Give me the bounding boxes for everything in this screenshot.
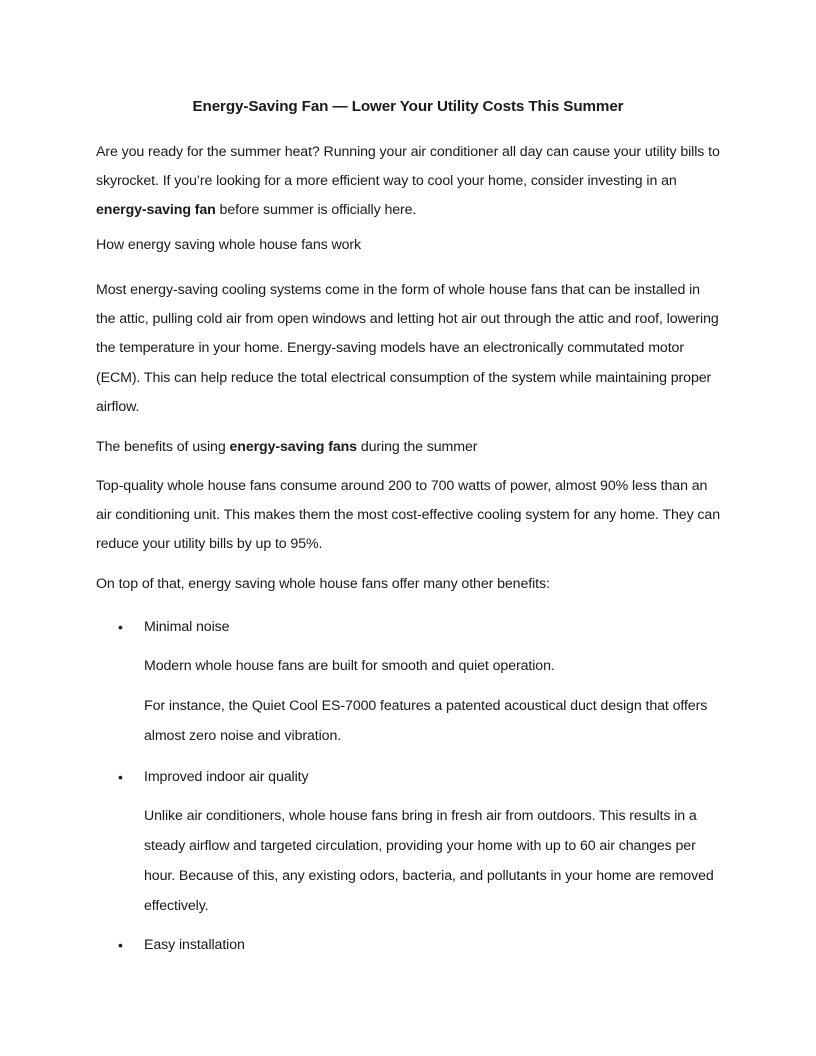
bullet-detail: Unlike air conditioners, whole house fans bring in fresh air from outdoors. This results in a steady airflow and targeted circulation, providing your home with up to 60 air changes per hour. Because of this, any existing odors, bacteria, and pollutants in your home are removed effectively. [144,808,714,914]
bullet-icon: • [118,937,123,953]
benefits-heading-end: during the summer [356,439,478,455]
benefits-paragraph: Top-quality whole house fans consume around 200 to 700 watts of power, almost 90% less than an air conditioning unit. This makes them the most cost-effective cooling system for any home. They can reduce your utility bills by up to 95%. [96,478,721,553]
intro-text-end: before summer is officially here. [215,202,417,219]
how-heading: How energy saving whole house fans work [96,237,362,253]
how-paragraph: Most energy-saving cooling systems come in the form of whole house fans that can be installed in the attic, pulling cold air from open windows and letting hot air out through the attic and roof, lowering the temperature in your home. Energy-saving models have an electronically commutated motor (ECM). This can help reduce the total electrical consumption of the system while maintaining proper airflow. [96,282,719,415]
benefits-heading-start: The benefits of using [96,439,230,455]
benefits-heading [96,433,720,462]
bullet-icon: • [118,769,123,785]
bullet-icon: • [118,619,123,635]
bullet-detail: For instance, the Quiet Cool ES-7000 features a patented acoustical duct design that offers almost zero noise and vibration. [144,698,708,744]
bullet-label: Minimal noise [144,619,230,635]
benefits-heading-bold: energy-saving fans [229,439,357,455]
bullet-detail: Modern whole house fans are built for smooth and quiet operation. [144,658,555,674]
intro-paragraph [96,138,720,226]
bullet-label: Improved indoor air quality [144,769,309,785]
bullet-label: Easy installation [144,937,245,953]
document-title: Energy-Saving Fan — Lower Your Utility Costs This Summer [192,98,624,115]
intro-text-start: Are you ready for the summer heat? Running your air conditioner all day can cause your utility bills to skyrocket. If you’re looking for a more efficient way to cool your home, consider investing in an [96,144,720,190]
intro-bold-keyword: energy-saving fan [96,202,216,219]
benefits-intro: On top of that, energy saving whole house fans offer many other benefits: [96,576,550,592]
